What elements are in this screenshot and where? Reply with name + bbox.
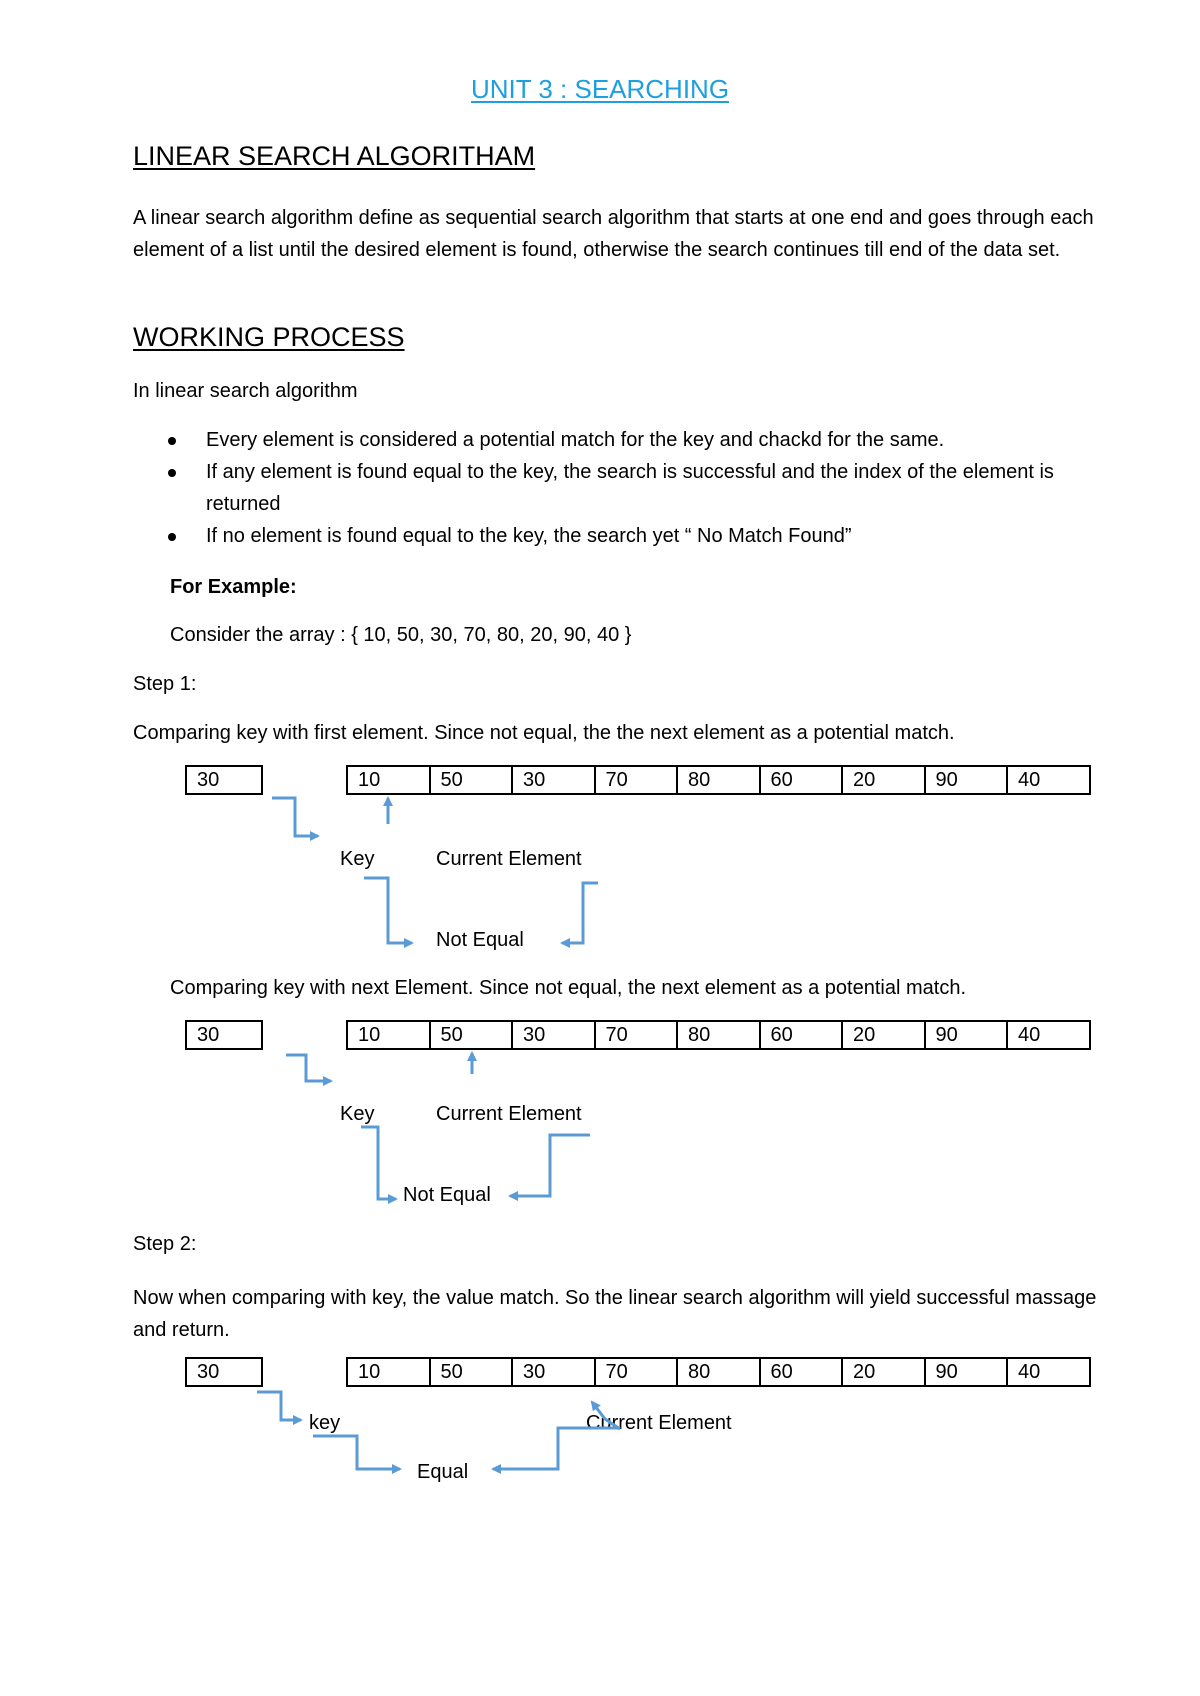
- array-cell: 80: [676, 1357, 761, 1387]
- array-cell: 10: [346, 1020, 431, 1050]
- array-cell: 60: [759, 1357, 844, 1387]
- list-item: If no element is found equal to the key, the search yet “ No Match Found”: [160, 520, 1060, 552]
- array-cell: 80: [676, 1020, 761, 1050]
- equal-label: Equal: [417, 1461, 469, 1483]
- section-heading-working-process: WORKING PROCESS: [133, 322, 405, 352]
- list-item: If any element is found equal to the key, the search is successful and the index of the element is returned: [160, 456, 1060, 520]
- working-process-intro: In linear search algorithm: [133, 380, 358, 402]
- array-cell: 90: [924, 1020, 1009, 1050]
- key-label: Key: [340, 1103, 375, 1125]
- page-title: UNIT 3 : SEARCHING: [470, 74, 730, 104]
- array-cell: 20: [841, 1020, 926, 1050]
- array-cell: 50: [429, 1357, 514, 1387]
- array-cell: 50: [429, 765, 514, 795]
- array-cell: 30: [511, 1357, 596, 1387]
- arrow-icon: [510, 1135, 590, 1196]
- section-heading-linear-search: LINEAR SEARCH ALGORITHAM: [133, 141, 536, 171]
- current-element-label: Current Element: [436, 1103, 582, 1125]
- array-cell: 90: [924, 1357, 1009, 1387]
- arrow-icon: [257, 1392, 301, 1420]
- array-cell: 10: [346, 1357, 431, 1387]
- not-equal-label: Not Equal: [436, 929, 524, 951]
- array-cell: 70: [594, 1357, 679, 1387]
- key-box: 30: [185, 1020, 263, 1050]
- example-label: For Example:: [170, 576, 297, 598]
- arrow-icon: [364, 878, 412, 943]
- key-label: Key: [340, 848, 375, 870]
- array-cell: 40: [1006, 765, 1091, 795]
- array-definition: Consider the array : { 10, 50, 30, 70, 80, 20, 90, 40 }: [170, 624, 632, 646]
- array-cell: 70: [594, 1020, 679, 1050]
- step1-label: Step 1:: [133, 673, 197, 695]
- array-cell: 50: [429, 1020, 514, 1050]
- array-cell: 40: [1006, 1357, 1091, 1387]
- step1-description: Comparing key with first element. Since not equal, the the next element as a potential match.: [133, 722, 955, 744]
- key-label: key: [309, 1412, 341, 1434]
- array-cell: 20: [841, 1357, 926, 1387]
- step1-next-description: Comparing key with next Element. Since not equal, the next element as a potential match.: [170, 977, 966, 999]
- array-cell: 20: [841, 765, 926, 795]
- key-box: 30: [185, 1357, 263, 1387]
- array-cell: 40: [1006, 1020, 1091, 1050]
- arrow-icon: [361, 1127, 396, 1199]
- not-equal-label: Not Equal: [403, 1184, 491, 1206]
- array-cell: 90: [924, 765, 1009, 795]
- array-cell: 60: [759, 765, 844, 795]
- array-cell: 30: [511, 1020, 596, 1050]
- array-cell: 30: [511, 765, 596, 795]
- bullet-list: [160, 424, 1060, 552]
- key-box: 30: [185, 765, 263, 795]
- arrow-icon: [272, 798, 318, 836]
- arrow-icon: [562, 883, 598, 943]
- arrow-icon: [286, 1055, 331, 1081]
- array-cell: 80: [676, 765, 761, 795]
- arrow-icon: [313, 1436, 400, 1469]
- step2-description: Now when comparing with key, the value match. So the linear search algorithm will yield successful massage and return.: [133, 1287, 1097, 1341]
- linear-search-definition: A linear search algorithm define as sequential search algorithm that starts at one end and goes through each element of a list until the desired element is found, otherwise the search continues till end of the data set.: [133, 207, 1094, 261]
- list-item: Every element is considered a potential match for the key and chackd for the same.: [160, 424, 1060, 456]
- array-cell: 60: [759, 1020, 844, 1050]
- current-element-label: Current Element: [586, 1412, 732, 1434]
- array-cell: 10: [346, 765, 431, 795]
- current-element-label: Current Element: [436, 848, 582, 870]
- array-cell: 70: [594, 765, 679, 795]
- step2-label: Step 2:: [133, 1233, 197, 1255]
